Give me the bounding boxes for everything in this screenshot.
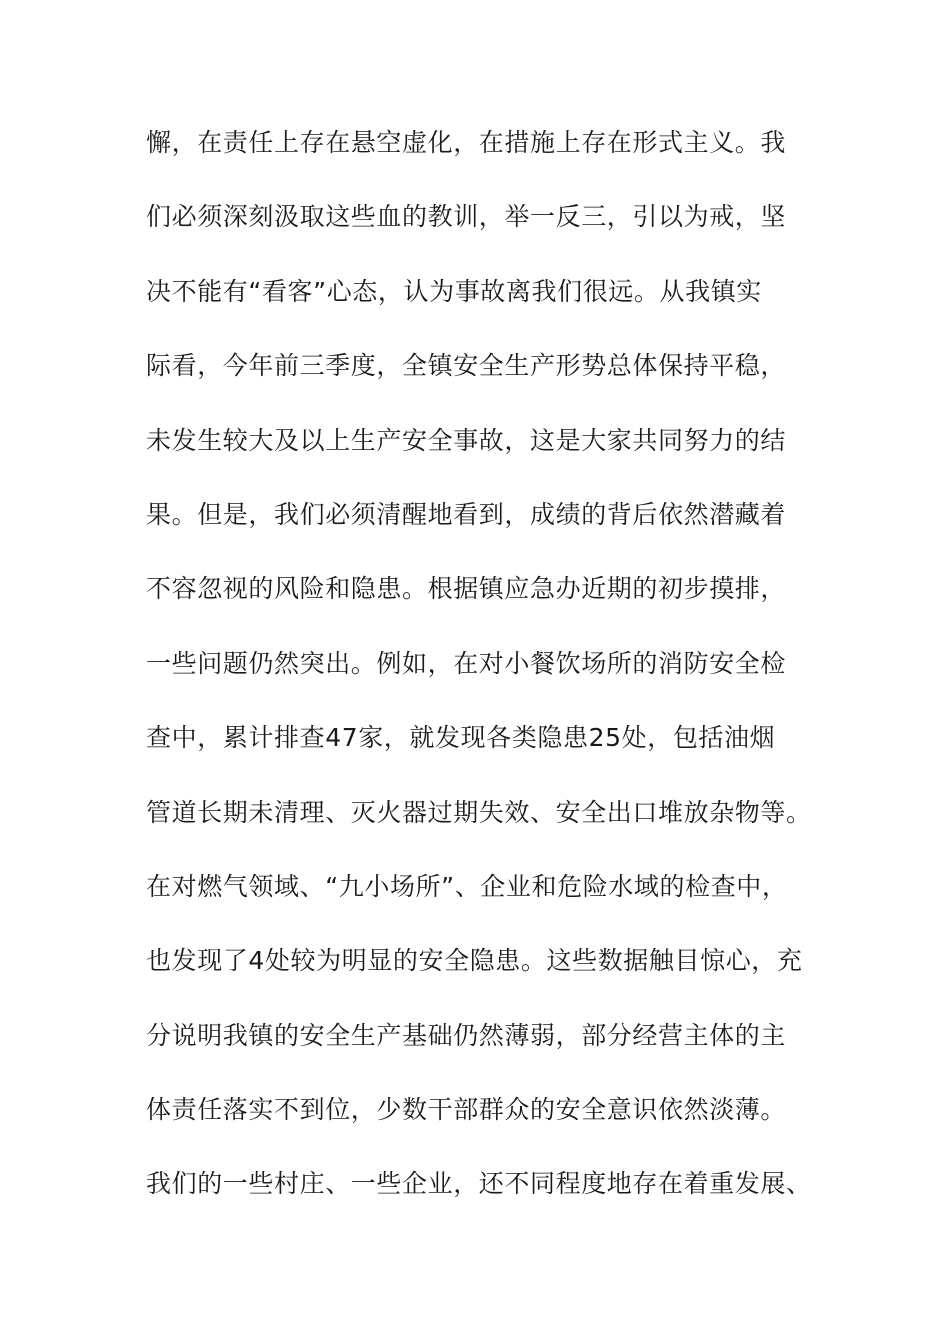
text-line: 决不能有“看客”心态，认为事故离我们很远。从我镇实 [146, 276, 762, 306]
text-line: 未发生较大及以上生产安全事故，这是大家共同努力的结 [146, 425, 787, 455]
text-line: 也发现了4处较为明显的安全隐患。这些数据触目惊心，充 [146, 946, 803, 976]
text-line: 我们的一些村庄、一些企业，还不同程度地存在着重发展、 [146, 1169, 812, 1199]
text-line: 一些问题仍然突出。例如，在对小餐饮场所的消防安全检 [146, 648, 787, 678]
text-line: 果。但是，我们必须清醒地看到，成绩的背后依然潜藏着 [146, 499, 787, 529]
text-line: 在对燃气领域、“九小场所”、企业和危险水域的检查中， [146, 871, 788, 901]
text-line: 懈，在责任上存在悬空虚化，在措施上存在形式主义。我 [146, 128, 787, 157]
text-line: 查中，累计排查47家，就发现各类隐患25处，包括油烟 [146, 723, 776, 753]
text-line: 体责任落实不到位，少数干部群众的安全意识依然淡薄。 [146, 1095, 787, 1125]
text-line: 际看，今年前三季度，全镇安全生产形势总体保持平稳， [146, 351, 787, 381]
text-line: 分说明我镇的安全生产基础仍然薄弱，部分经营主体的主 [146, 1020, 787, 1050]
body-text [146, 118, 816, 1234]
text-line: 不容忽视的风险和隐患。根据镇应急办近期的初步摸排， [146, 574, 787, 604]
text-line: 们必须深刻汲取这些血的教训，举一反三，引以为戒，坚 [146, 202, 787, 232]
text-line: 管道长期未清理、灭火器过期失效、安全出口堆放杂物等。 [146, 797, 812, 827]
